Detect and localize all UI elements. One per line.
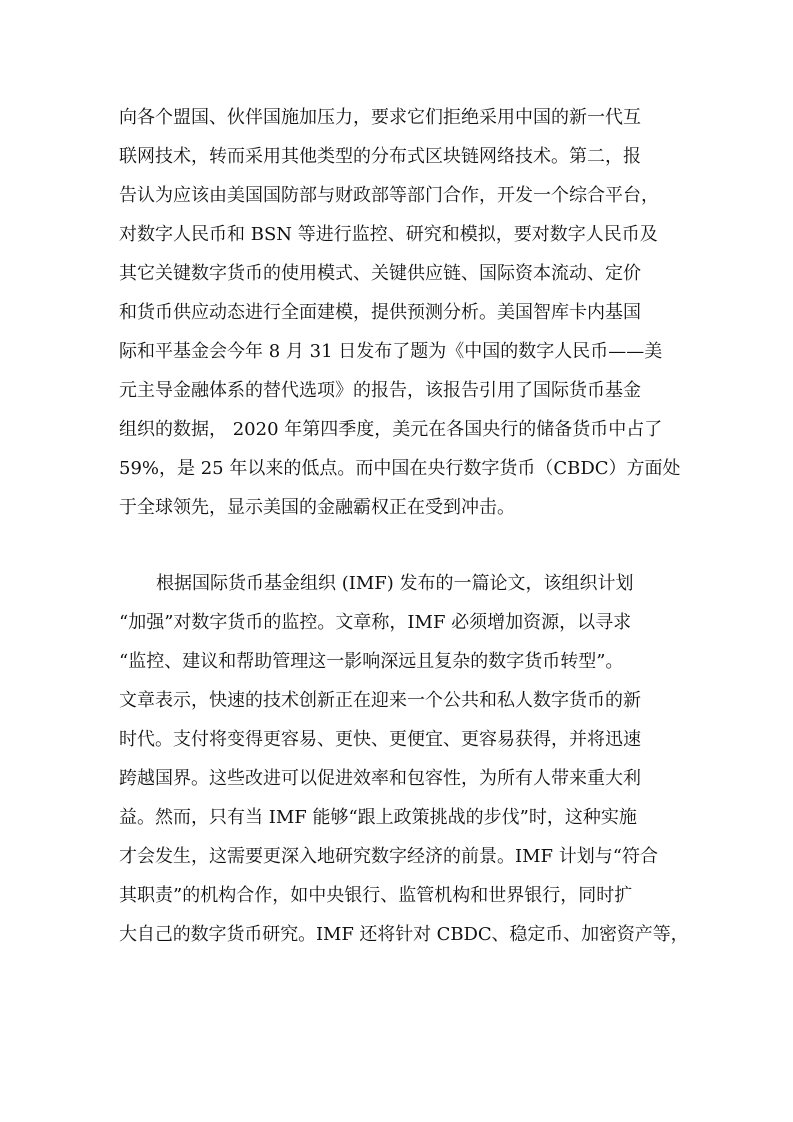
text-line: 其职责”的机构合作，如中央银行、监管机构和世界银行，同时扩 xyxy=(119,885,633,906)
text-line: 告认为应该由美国国防部与财政部等部门合作，开发一个综合平台， xyxy=(119,185,659,206)
text-line: 其它关键数字货币的使用模式、关键供应链、国际资本流动、定价 xyxy=(119,263,641,284)
text-line: 元主导金融体系的替代选项》的报告，该报告引用了国际货币基金 xyxy=(119,380,641,401)
text-line: 才会发生，这需要更深入地研究数字经济的前景。IMF 计划与“符合 xyxy=(119,846,658,867)
text-line: 跨越国界。这些改进可以促进效率和包容性，为所有人带来重大利 xyxy=(119,768,641,789)
text-line: “加强”对数字货币的监控。文章称，IMF 必须增加资源，以寻求 xyxy=(119,612,632,633)
text-line: 和货币供应动态进行全面建模，提供预测分析。美国智库卡内基国 xyxy=(119,302,641,323)
text-line: 大自己的数字货币研究。IMF 还将针对 CBDC、稳定币、加密资产等， xyxy=(119,924,689,945)
text-line: 对数字人民币和 BSN 等进行监控、研究和模拟，要对数字人民币及 xyxy=(119,224,658,245)
text-line: 时代。支付将变得更容易、更快、更便宜、更容易获得，并将迅速 xyxy=(119,729,641,750)
text-line: 际和平基金会今年 8 月 31 日发布了题为《中国的数字人民币——美 xyxy=(119,341,663,362)
text-line: 益。然而，只有当 IMF 能够“跟上政策挑战的步伐”时，这种实施 xyxy=(119,807,637,828)
text-line: 于全球领先，显示美国的金融霸权正在受到冲击。 xyxy=(119,497,515,518)
text-line: 组织的数据， 2020 年第四季度，美元在各国央行的储备货币中占了 xyxy=(119,419,663,440)
text-line: “监控、建议和帮助管理这一影响深远且复杂的数字货币转型”。 xyxy=(119,651,624,672)
text-line: 文章表示，快速的技术创新正在迎来一个公共和私人数字货币的新 xyxy=(119,690,641,711)
text-line: 联网技术，转而采用其他类型的分布式区块链网络技术。第二，报 xyxy=(119,146,641,167)
text-line: 向各个盟国、伙伴国施加压力，要求它们拒绝采用中国的新一代互 xyxy=(119,107,641,128)
text-line: 59%，是 25 年以来的低点。而中国在央行数字货币（CBDC）方面处 xyxy=(119,458,681,479)
text-line: 根据国际货币基金组织 (IMF) 发布的一篇论文，该组织计划 xyxy=(156,573,634,594)
